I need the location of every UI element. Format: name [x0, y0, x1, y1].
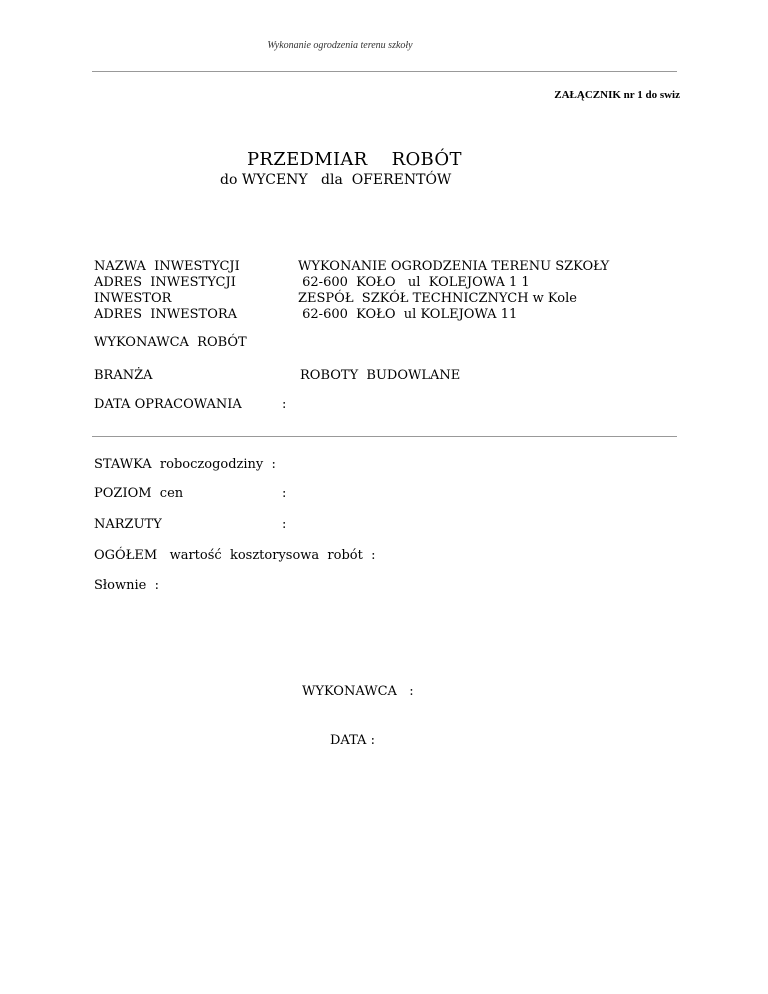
in-words-label: Słownie : [94, 578, 159, 593]
hourly-rate-label: STAWKA roboczogodziny : [94, 457, 276, 472]
running-header [0, 40, 680, 51]
document-subtitle: do WYCENY dla OFERENTÓW [220, 172, 452, 188]
branch-label: BRANŻA [94, 368, 153, 383]
prep-date-colon: : [282, 397, 287, 412]
investment-values [298, 259, 609, 323]
signature-contractor-label: WYKONAWCA : [302, 684, 414, 699]
surcharges-colon: : [282, 517, 287, 532]
surcharges-label: NARZUTY [94, 517, 162, 532]
top-divider [92, 71, 677, 72]
price-level-colon: : [282, 486, 287, 501]
investment-labels [94, 259, 240, 323]
document-title: PRZEDMIAR ROBÓT [247, 149, 462, 170]
total-value-label: OGÓŁEM wartość kosztorysowa robót : [94, 548, 376, 563]
investor-label: INWESTOR [94, 291, 172, 306]
running-header-text: Wykonanie ogrodzenia terenu szkoły [267, 40, 413, 51]
investor-value: ZESPÓŁ SZKÓŁ TECHNICZNYCH w Kole [298, 291, 577, 306]
investor-address-label: ADRES INWESTORA [94, 307, 238, 322]
contractor-label: WYKONAWCA ROBÓT [94, 335, 247, 350]
investment-address-value: 62-600 KOŁO ul KOLEJOWA 1 1 [298, 275, 530, 290]
investment-name-label: NAZWA INWESTYCJI [94, 259, 240, 274]
investment-name-value: WYKONANIE OGRODZENIA TERENU SZKOŁY [298, 259, 610, 274]
investor-address-value: 62-600 KOŁO ul KOLEJOWA 11 [298, 307, 518, 322]
branch-value: ROBOTY BUDOWLANE [300, 368, 461, 383]
investment-address-label: ADRES INWESTYCJI [94, 275, 236, 290]
price-level-label: POZIOM cen [94, 486, 184, 501]
signature-date-label: DATA : [330, 733, 375, 748]
prep-date-label: DATA OPRACOWANIA [94, 397, 242, 412]
middle-divider [92, 436, 677, 437]
annex-label: ZAŁĄCZNIK nr 1 do swiz [554, 89, 680, 101]
